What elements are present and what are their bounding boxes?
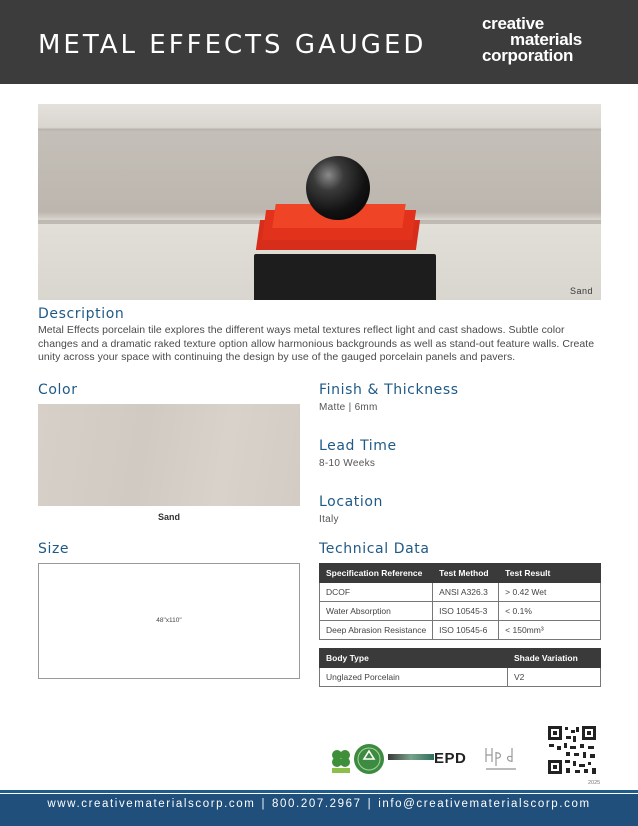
- footer-divider: [0, 790, 638, 793]
- website-link[interactable]: www.creativematerialscorp.com: [47, 798, 256, 810]
- document-year: 2025: [588, 780, 601, 786]
- finish-value: Matte | 6mm: [319, 402, 378, 413]
- table-row: [320, 583, 601, 602]
- logo-line-2: materials: [510, 30, 582, 49]
- qr-code-icon: [546, 724, 598, 776]
- body-type-table: [319, 648, 601, 687]
- table-cell: > 0.42 Wet: [499, 583, 601, 602]
- hero-image: [38, 104, 601, 300]
- column-header: Body Type: [320, 649, 508, 668]
- table-cell: < 0.1%: [499, 602, 601, 621]
- certification-badges: [330, 742, 550, 776]
- location-heading: Location: [319, 494, 384, 510]
- lead-time-value: 8-10 Weeks: [319, 458, 376, 469]
- table-header-row: [320, 564, 601, 583]
- color-swatch-label: Sand: [157, 512, 180, 522]
- hpd-badge-icon: [482, 744, 522, 774]
- table-cell: DCOF: [320, 583, 433, 602]
- lead-time-heading: Lead Time: [319, 438, 397, 454]
- epd-label: EPD: [434, 750, 467, 767]
- table-cell: ANSI A326.3: [433, 583, 499, 602]
- size-heading: Size: [38, 541, 70, 557]
- epd-stripe-icon: [388, 754, 434, 760]
- table-cell: ISO 10545-3: [433, 602, 499, 621]
- hero-caption: Sand: [569, 286, 593, 296]
- footer-separator: |: [261, 798, 267, 810]
- table-cell: < 150mm³: [499, 621, 601, 640]
- company-logo: [482, 16, 582, 64]
- table-row: [320, 668, 601, 687]
- email-link[interactable]: info@creativematerialscorp.com: [378, 798, 591, 810]
- table-row: [320, 621, 601, 640]
- phone-number[interactable]: 800.207.2967: [272, 798, 362, 810]
- technical-data-table: [319, 563, 601, 640]
- table-cell: ISO 10545-6: [433, 621, 499, 640]
- table-cell: Deep Abrasion Resistance: [320, 621, 433, 640]
- table-cell: Water Absorption: [320, 602, 433, 621]
- location-value: Italy: [319, 514, 339, 525]
- recycle-badge-icon: [354, 744, 384, 774]
- hero-black-tile-stack: [254, 254, 436, 300]
- footer-separator: |: [367, 798, 373, 810]
- size-diagram: [38, 563, 300, 679]
- size-value: 48"x110": [156, 617, 182, 624]
- color-heading: Color: [38, 382, 78, 398]
- page-title: METAL EFFECTS GAUGED: [38, 30, 427, 60]
- table-row: [320, 602, 601, 621]
- column-header: Test Method: [433, 564, 499, 583]
- footer: [0, 794, 638, 826]
- table-cell: V2: [508, 668, 601, 687]
- table-cell: Unglazed Porcelain: [320, 668, 508, 687]
- technical-data-heading: Technical Data: [319, 541, 430, 557]
- clover-badge-icon: [330, 748, 352, 774]
- color-swatch: [38, 404, 300, 506]
- column-header: Shade Variation: [508, 649, 601, 668]
- logo-line-1: creative: [482, 14, 544, 33]
- column-header: Specification Reference: [320, 564, 433, 583]
- description-heading: Description: [38, 306, 125, 322]
- hero-marble-sphere: [306, 156, 370, 220]
- header: [0, 0, 638, 84]
- logo-line-3: corporation: [482, 46, 574, 65]
- description-text: Metal Effects porcelain tile explores the different ways metal textures reflect light and cast shadows. Subtle color changes and a dramatic raked texture option allow harmonious backgrounds as well as stand-out feature walls. Create unity across your space with continuing the design by use of the gauged porcelain panels and pavers.: [38, 324, 595, 363]
- footer-contact: [0, 798, 638, 810]
- finish-heading: Finish & Thickness: [319, 382, 459, 398]
- column-header: Test Result: [499, 564, 601, 583]
- table-header-row: [320, 649, 601, 668]
